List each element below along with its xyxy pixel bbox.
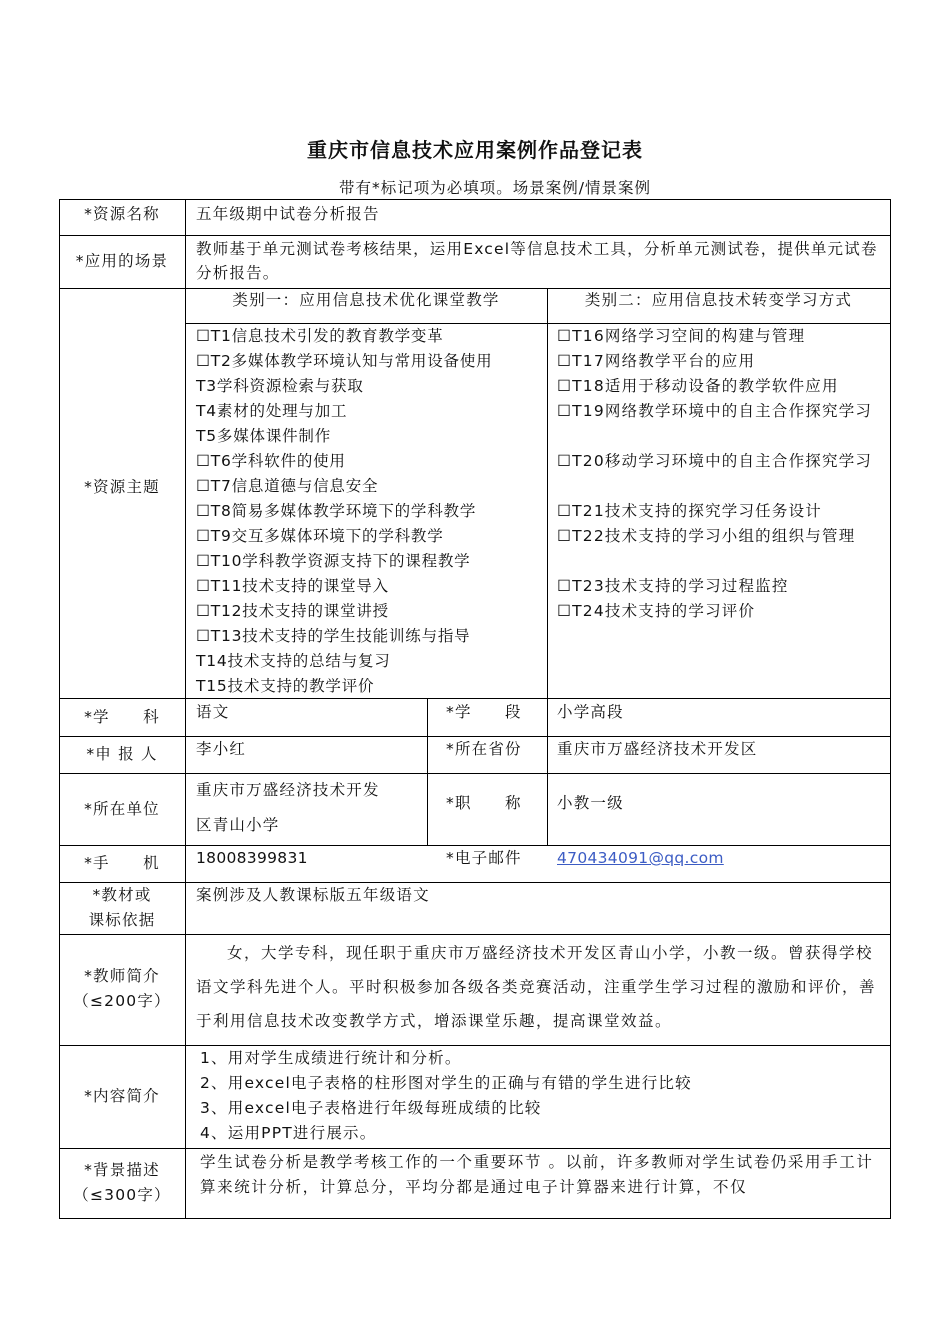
table-border bbox=[890, 199, 891, 1219]
topic-option[interactable]: ☐T2多媒体教学环境认知与常用设备使用 bbox=[196, 352, 493, 370]
topic-option[interactable]: ☐T23技术支持的学习过程监控 bbox=[557, 577, 789, 595]
content-intro-item: 4、运用PPT进行展示。 bbox=[200, 1124, 377, 1142]
topic-option[interactable]: ☐T10学科教学资源支持下的课程教学 bbox=[196, 552, 471, 570]
unit-value bbox=[196, 773, 424, 843]
content-intro-item: 2、用excel电子表格的柱形图对学生的正确与有错的学生进行比较 bbox=[200, 1074, 692, 1092]
topic-option[interactable]: T14技术支持的总结与复习 bbox=[196, 652, 391, 670]
textbook-label-line: 课标依据 bbox=[88, 911, 156, 929]
teacher-intro-value: 女，大学专科，现任职于重庆市万盛经济技术开发区青山小学，小教一级。曾获得学校语文学科先进个人。平时积极参加各级各类竞赛活动，注重学生学习过程的激励和评价，善于利用信息技术改变教学方式，增添课堂乐趣，提高课堂效益。 bbox=[196, 944, 877, 1030]
content-intro-list bbox=[200, 1046, 886, 1146]
email-label: *电子邮件 bbox=[446, 849, 522, 867]
topic-option[interactable]: ☐T6学科软件的使用 bbox=[196, 452, 346, 470]
table-rule bbox=[547, 288, 548, 846]
resource-name-label: *资源名称 bbox=[84, 205, 160, 223]
applicant-label: *申 报 人 bbox=[86, 745, 158, 763]
topic-option[interactable]: ☐T7信息道德与信息安全 bbox=[196, 477, 379, 495]
teacher-intro-label bbox=[59, 964, 185, 1014]
unit-label: *所在单位 bbox=[84, 800, 160, 818]
topic-option[interactable]: ☐T9交互多媒体环境下的学科教学 bbox=[196, 527, 444, 545]
email-link[interactable]: 470434091@qq.com bbox=[557, 849, 724, 867]
topic-option[interactable]: ☐T20移动学习环境中的自主合作探究学习 bbox=[557, 452, 873, 470]
table-rule bbox=[59, 1148, 891, 1149]
background-value: 学生试卷分析是教学考核工作的一个重要环节 。以前，许多教师对学生试卷仍采用手工计算来统计分析，计算总分，平均分都是通过电子计算器来进行计算，不仅 bbox=[200, 1153, 874, 1196]
form-title: 重庆市信息技术应用案例作品登记表 bbox=[307, 138, 643, 162]
content-intro-label: *内容简介 bbox=[84, 1087, 160, 1105]
title-rank-label: *职 称 bbox=[446, 794, 522, 812]
topic-option[interactable]: ☐T18适用于移动设备的教学软件应用 bbox=[557, 377, 839, 395]
form-subtitle: 带有*标记项为必填项。场景案例/情景案例 bbox=[339, 179, 651, 197]
content-intro-item: 3、用excel电子表格进行年级每班成绩的比较 bbox=[200, 1099, 542, 1117]
category-one-header: 类别一：应用信息技术优化课堂教学 bbox=[232, 291, 500, 309]
topic-option[interactable]: ☐T24技术支持的学习评价 bbox=[557, 602, 756, 620]
topic-option[interactable]: ☐T22技术支持的学习小组的组织与管理 bbox=[557, 527, 856, 545]
topic-option[interactable]: T3学科资源检索与获取 bbox=[196, 377, 364, 395]
phone-label: *手 机 bbox=[84, 854, 160, 872]
title-rank-value: 小教一级 bbox=[557, 794, 624, 812]
table-rule bbox=[427, 698, 428, 846]
province-value: 重庆市万盛经济技术开发区 bbox=[557, 740, 758, 758]
topic-option[interactable]: ☐T12技术支持的课堂讲授 bbox=[196, 602, 389, 620]
stage-value: 小学高段 bbox=[557, 703, 624, 721]
topic-option[interactable]: T5多媒体课件制作 bbox=[196, 427, 332, 445]
subject-label: *学 科 bbox=[84, 708, 160, 726]
table-rule bbox=[185, 199, 186, 1219]
category-one-list bbox=[196, 324, 546, 699]
topic-option[interactable]: ☐T8简易多媒体教学环境下的学科教学 bbox=[196, 502, 477, 520]
table-border bbox=[59, 1218, 891, 1219]
topic-option[interactable]: ☐T16网络学习空间的构建与管理 bbox=[557, 327, 806, 345]
table-rule bbox=[59, 773, 891, 774]
phone-value: 18008399831 bbox=[196, 849, 308, 867]
topic-option[interactable]: ☐T11技术支持的课堂导入 bbox=[196, 577, 389, 595]
background-label-line: *背景描述 bbox=[84, 1161, 160, 1179]
topic-option[interactable]: ☐T19网络教学环境中的自主合作探究学习 bbox=[557, 402, 873, 420]
textbook-label-line: *教材或 bbox=[92, 886, 152, 904]
teacher-intro-label-line: *教师简介 bbox=[84, 967, 160, 985]
category-two-header: 类别二：应用信息技术转变学习方式 bbox=[584, 291, 853, 309]
topic-option[interactable]: ☐T1信息技术引发的教育教学变革 bbox=[196, 327, 444, 345]
province-label: *所在省份 bbox=[446, 740, 522, 758]
applicant-value: 李小红 bbox=[196, 740, 247, 758]
category-two-list bbox=[557, 324, 885, 624]
table-rule bbox=[59, 235, 891, 236]
topic-option[interactable]: T4素材的处理与加工 bbox=[196, 402, 348, 420]
topic-option[interactable]: ☐T17网络教学平台的应用 bbox=[557, 352, 756, 370]
topic-option[interactable]: T15技术支持的教学评价 bbox=[196, 677, 375, 695]
topic-option[interactable]: ☐T13技术支持的学生技能训练与指导 bbox=[196, 627, 471, 645]
unit-value-line: 区青山小学 bbox=[196, 816, 280, 834]
scene-value: 教师基于单元测试卷考核结果，运用Excel等信息技术工具，分析单元测试卷，提供单元试卷分析报告。 bbox=[196, 240, 878, 282]
background-label bbox=[59, 1158, 185, 1208]
content-intro-item: 1、用对学生成绩进行统计和分析。 bbox=[200, 1049, 462, 1067]
topic-label: *资源主题 bbox=[84, 478, 160, 496]
table-border bbox=[59, 199, 891, 200]
resource-name-value: 五年级期中试卷分析报告 bbox=[196, 205, 380, 223]
subject-value: 语文 bbox=[196, 703, 230, 721]
unit-value-line: 重庆市万盛经济技术开发 bbox=[196, 781, 380, 799]
teacher-intro-label-line: （≤200字） bbox=[73, 992, 171, 1010]
background-label-line: （≤300字） bbox=[73, 1186, 171, 1204]
topic-option[interactable]: ☐T21技术支持的探究学习任务设计 bbox=[557, 502, 822, 520]
table-rule bbox=[59, 934, 891, 935]
stage-label: *学 段 bbox=[446, 703, 522, 721]
textbook-value: 案例涉及人教课标版五年级语文 bbox=[196, 886, 430, 904]
textbook-label bbox=[59, 883, 185, 933]
scene-label: *应用的场景 bbox=[75, 252, 169, 270]
